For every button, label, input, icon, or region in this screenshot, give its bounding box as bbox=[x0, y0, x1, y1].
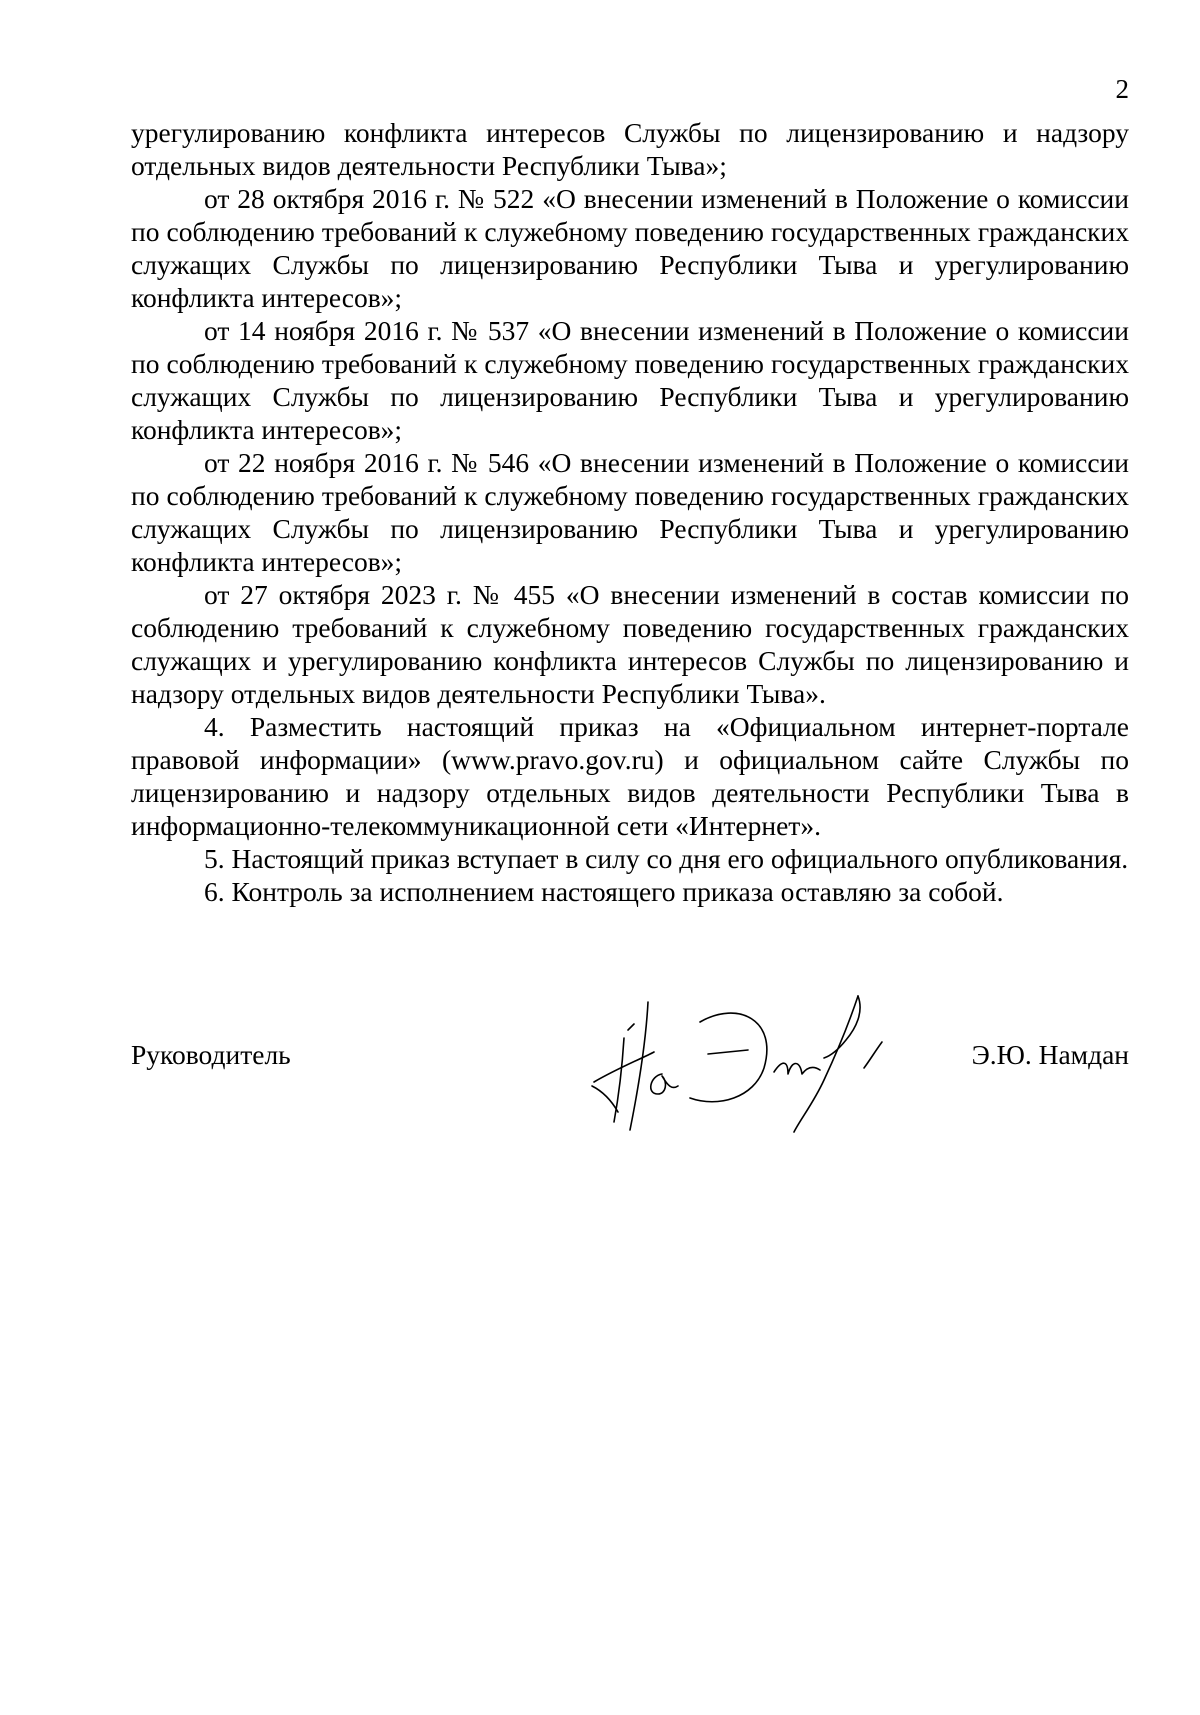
paragraph-item-4: 4. Разместить настоящий приказ на «Официальном интернет-портале правовой информации» (www.pravo.gov.ru) и официальном сайте Службы по лицензированию и надзору отдельных видов деятельности Республики Тыва в информационно-телекоммуникационной сети «Интернет». bbox=[131, 711, 1129, 841]
paragraph-order-537: от 14 ноября 2016 г. № 537 «О внесении изменений в Положение о комиссии по соблюдению требований к служебному поведению государственных гражданских служащих Службы по лицензированию Республики Тыва и урегулированию конфликта интересов»; bbox=[131, 315, 1129, 445]
handwritten-signature bbox=[588, 990, 908, 1140]
paragraph-item-6: 6. Контроль за исполнением настоящего приказа оставляю за собой. bbox=[204, 876, 1004, 907]
paragraph-order-546: от 22 ноября 2016 г. № 546 «О внесении изменений в Положение о комиссии по соблюдению требований к служебному поведению государственных гражданских служащих Службы по лицензированию Республики Тыва и урегулированию конфликта интересов»; bbox=[131, 447, 1129, 577]
page-number: 2 bbox=[1115, 74, 1129, 104]
signer-position: Руководитель bbox=[131, 1039, 291, 1070]
paragraph-item-5: 5. Настоящий приказ вступает в силу со дня его официального опубликования. bbox=[204, 843, 1129, 874]
paragraph-continuation: урегулированию конфликта интересов Службы по лицензированию и надзору отдельных видов деятельности Республики Тыва»; bbox=[131, 117, 1129, 181]
document-body bbox=[131, 116, 1129, 908]
paragraph-order-522: от 28 октября 2016 г. № 522 «О внесении изменений в Положение о комиссии по соблюдению требований к служебному поведению государственных гражданских служащих Службы по лицензированию Республики Тыва и урегулированию конфликта интересов»; bbox=[131, 183, 1129, 313]
signer-name: Э.Ю. Намдан bbox=[971, 1039, 1129, 1070]
paragraph-order-455: от 27 октября 2023 г. № 455 «О внесении изменений в состав комиссии по соблюдению требований к служебному поведению государственных гражданских служащих и урегулированию конфликта интересов Службы по лицензированию и надзору отдельных видов деятельности Республики Тыва». bbox=[131, 579, 1129, 709]
